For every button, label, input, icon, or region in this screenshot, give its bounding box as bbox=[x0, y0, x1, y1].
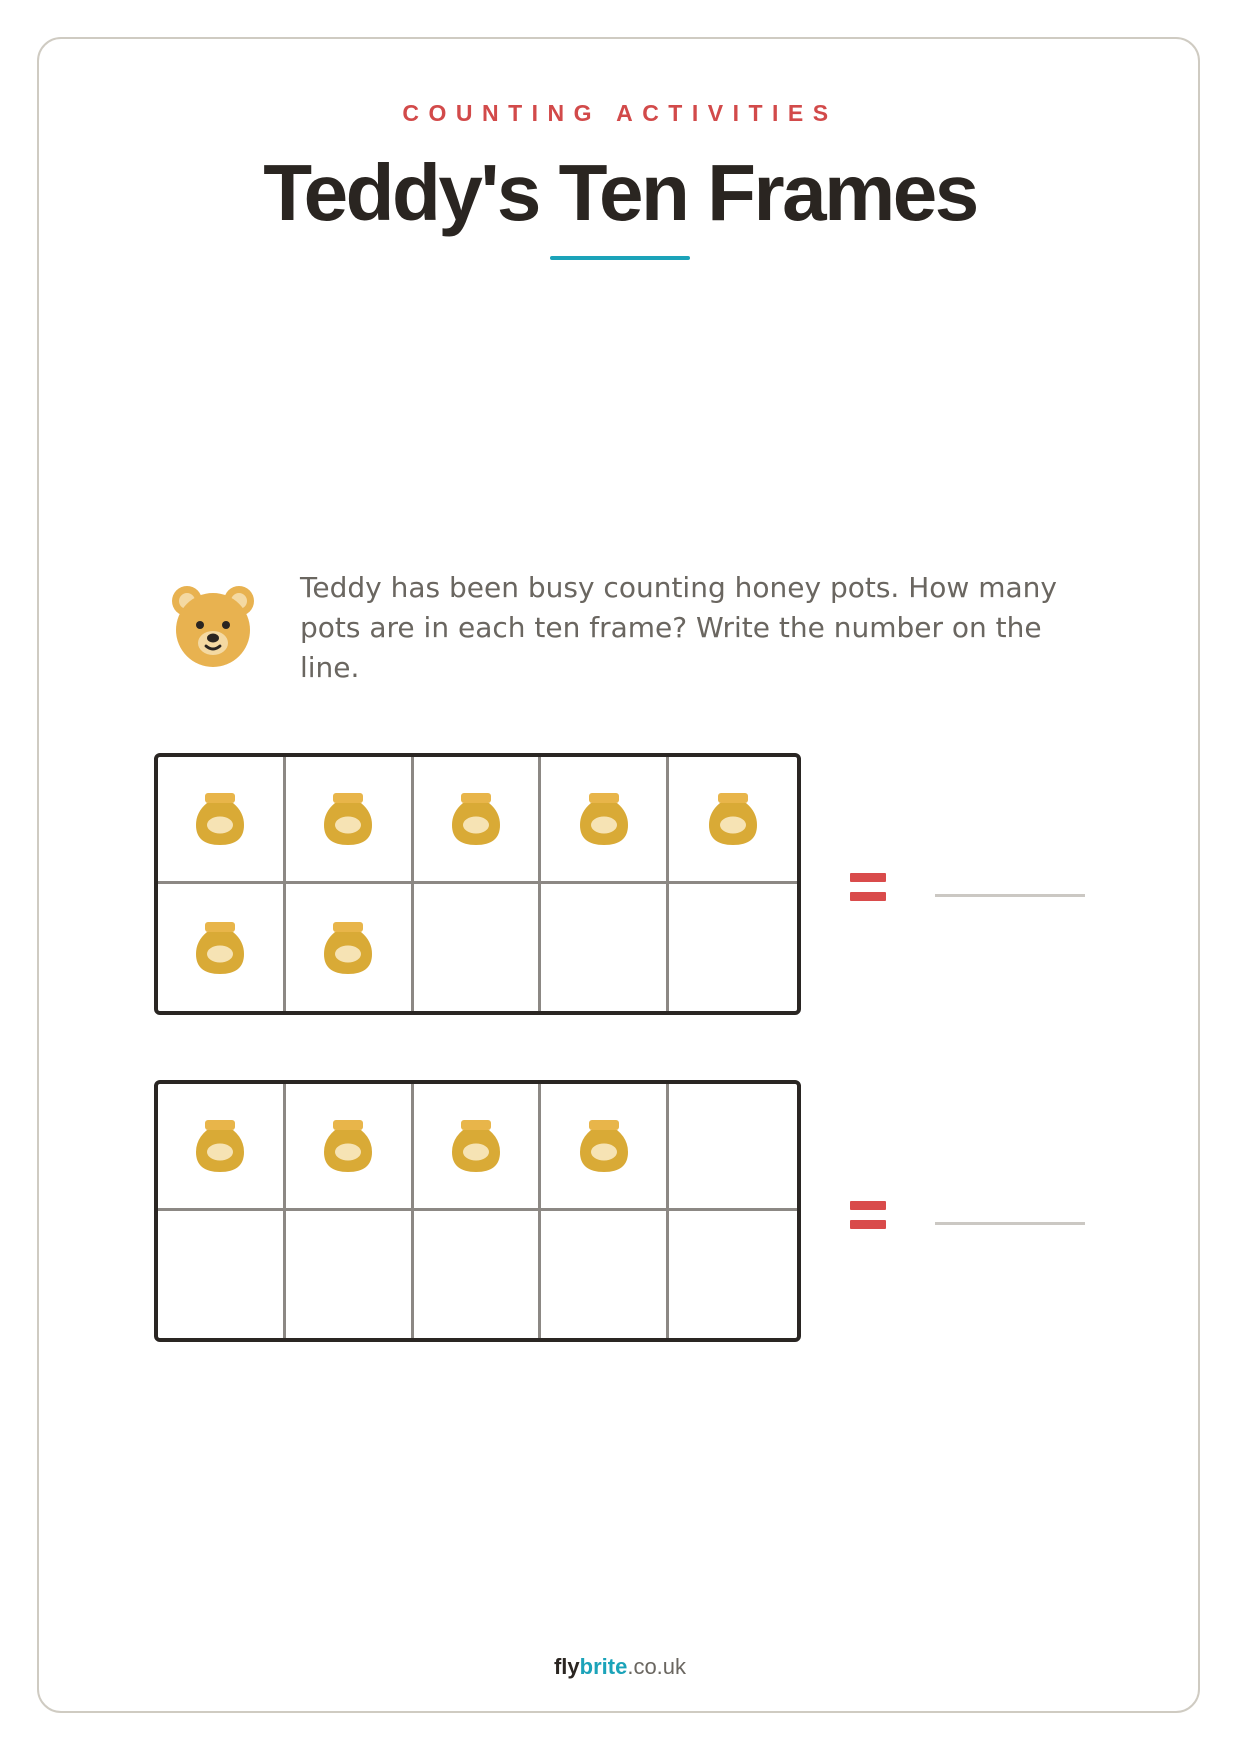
honey-pot-icon bbox=[324, 1119, 372, 1173]
instructions-text: Teddy has been busy counting honey pots. How many pots are in each ten frame? Write the number on the line. bbox=[300, 571, 1057, 684]
ten-frame-cell bbox=[158, 757, 286, 884]
equals-sign bbox=[850, 1201, 886, 1231]
ten-frame-cell bbox=[286, 884, 414, 1011]
ten-frame-cell bbox=[158, 884, 286, 1011]
brand-name-part-2: brite bbox=[579, 1654, 628, 1679]
honey-pot-icon bbox=[580, 792, 628, 846]
honey-pot-icon bbox=[324, 921, 372, 975]
ten-frame-cell bbox=[286, 757, 414, 884]
page-title: Teddy's Ten Frames bbox=[263, 148, 977, 237]
ten-frame-cell bbox=[158, 1084, 286, 1211]
honey-pot-icon bbox=[324, 792, 372, 846]
ten-frame-cell bbox=[541, 884, 669, 1011]
ten-frame-cell bbox=[669, 1211, 797, 1338]
honey-pot-icon bbox=[196, 921, 244, 975]
brand-domain: .co.uk bbox=[627, 1654, 687, 1679]
honey-pot-icon bbox=[452, 792, 500, 846]
honey-pot-icon bbox=[196, 1119, 244, 1173]
ten-frame-cell bbox=[414, 757, 542, 884]
answer-line-2[interactable] bbox=[935, 1222, 1085, 1225]
answer-line-1[interactable] bbox=[935, 894, 1085, 897]
ten-frame-cell bbox=[414, 1211, 542, 1338]
honey-pot-icon bbox=[580, 1119, 628, 1173]
ten-frame-cell bbox=[286, 1211, 414, 1338]
ten-frame-cell bbox=[286, 1084, 414, 1211]
category-label: COUNTING ACTIVITIES bbox=[402, 100, 838, 126]
brand-name-part-1: fly bbox=[553, 1654, 580, 1679]
title-underline bbox=[550, 256, 690, 260]
ten-frame-2 bbox=[154, 1080, 801, 1342]
ten-frame-cell bbox=[414, 1084, 542, 1211]
honey-pot-icon bbox=[452, 1119, 500, 1173]
ten-frame-cell bbox=[541, 1211, 669, 1338]
teddy-bear-icon bbox=[170, 583, 256, 669]
equals-sign bbox=[850, 873, 886, 903]
footer-brand bbox=[0, 1654, 1240, 1680]
ten-frame-cell bbox=[669, 1084, 797, 1211]
ten-frame-cell bbox=[669, 884, 797, 1011]
ten-frame-cell bbox=[541, 757, 669, 884]
ten-frame-cell bbox=[414, 884, 542, 1011]
ten-frame-cell bbox=[541, 1084, 669, 1211]
ten-frame-1 bbox=[154, 753, 801, 1015]
honey-pot-icon bbox=[709, 792, 757, 846]
ten-frame-cell bbox=[669, 757, 797, 884]
honey-pot-icon bbox=[196, 792, 244, 846]
ten-frame-cell bbox=[158, 1211, 286, 1338]
